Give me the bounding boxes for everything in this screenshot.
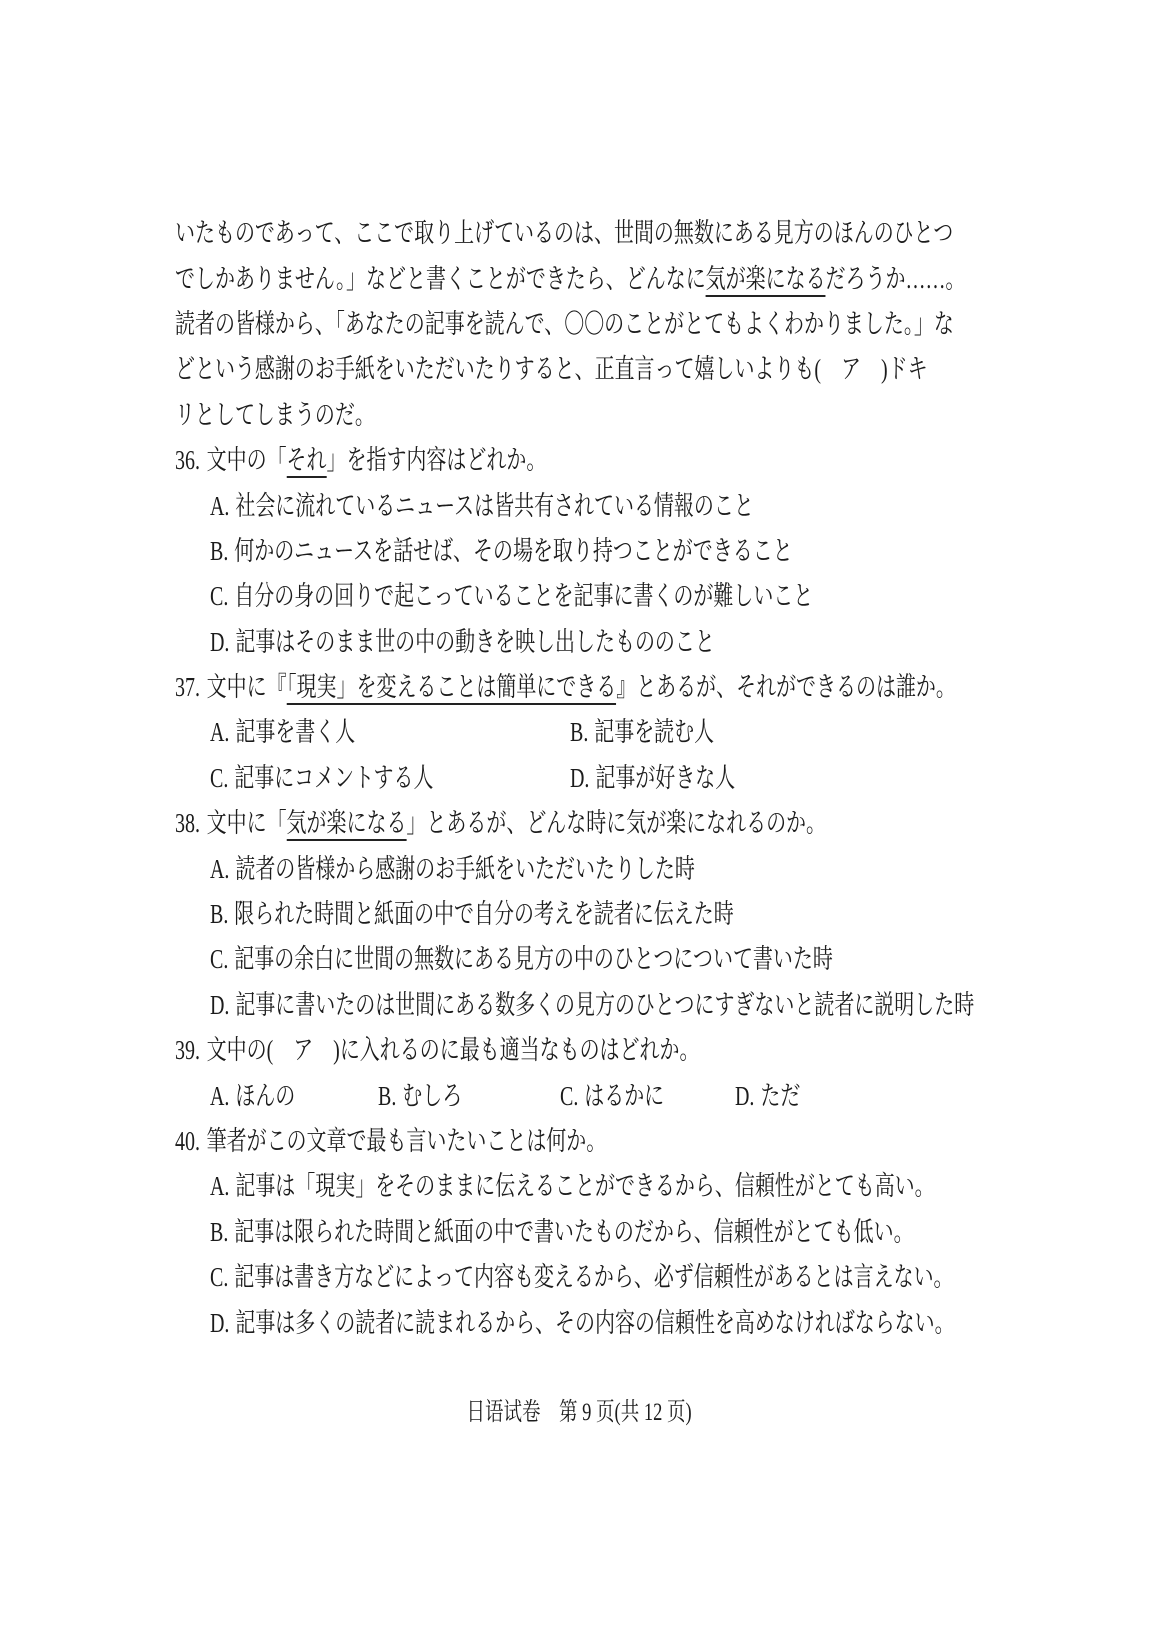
question-36-option-b bbox=[175, 526, 1005, 571]
option-label: B. bbox=[378, 1080, 397, 1111]
option-text: 記事はそのまま世の中の動きを映し出したもののこと bbox=[235, 626, 715, 657]
option-text: 社会に流れているニュースは皆共有されている情報のこと bbox=[235, 490, 754, 521]
option-text: はるかに bbox=[584, 1080, 665, 1111]
option-label: B. bbox=[570, 717, 589, 748]
question-number: 37. bbox=[175, 672, 200, 703]
question-stem-text: 」とあるが、どんな時に気が楽になれるのか。 bbox=[406, 808, 827, 839]
question-37-option-a bbox=[210, 710, 570, 749]
passage-text: どという感謝のお手紙をいただいたりすると、正直言って嬉しいよりも( ア )ドキ bbox=[175, 354, 928, 385]
option-label: B. bbox=[210, 535, 229, 566]
passage-text: でしかありません。」などと書くことができたら、どんなに bbox=[175, 263, 706, 294]
option-text: 記事は多くの読者に読まれるから、その内容の信頼性を高めなければならない。 bbox=[235, 1307, 955, 1338]
question-number: 38. bbox=[175, 808, 200, 839]
question-38-option-a bbox=[175, 843, 1005, 888]
question-39-option-c bbox=[560, 1074, 735, 1113]
option-label: A. bbox=[210, 1171, 230, 1202]
option-label: D. bbox=[570, 762, 590, 793]
question-39-option-d bbox=[735, 1074, 823, 1113]
question-stem-text: 文中の「 bbox=[206, 445, 287, 476]
option-text: 記事が好きな人 bbox=[595, 762, 736, 793]
question-40-option-d bbox=[175, 1297, 1005, 1342]
option-label: A. bbox=[210, 853, 230, 884]
option-text: 記事は書き方などによって内容も変えるから、必ず信頼性があるとは言えない。 bbox=[234, 1262, 954, 1293]
question-40-stem bbox=[175, 1116, 1005, 1161]
question-40-option-a bbox=[175, 1161, 1005, 1206]
option-text: 記事にコメントする人 bbox=[234, 762, 434, 793]
option-label: C. bbox=[210, 1262, 229, 1293]
underlined-phrase: それ bbox=[287, 445, 327, 478]
option-label: D. bbox=[210, 989, 230, 1020]
option-text: 記事に書いたのは世間にある数多くの見方のひとつにすぎないと読者に説明した時 bbox=[235, 989, 975, 1020]
question-39-options-row bbox=[175, 1070, 1005, 1115]
option-text: 記事を読む人 bbox=[594, 717, 715, 748]
question-39-option-a bbox=[210, 1074, 378, 1113]
page-footer bbox=[0, 1392, 1158, 1428]
option-label: D. bbox=[210, 626, 230, 657]
question-40-option-c bbox=[175, 1252, 1005, 1297]
question-38-stem bbox=[175, 798, 1005, 843]
question-number: 36. bbox=[175, 445, 200, 476]
option-label: D. bbox=[210, 1307, 230, 1338]
passage-line-1 bbox=[175, 208, 1005, 253]
question-37-option-c bbox=[210, 756, 570, 795]
option-label: A. bbox=[210, 1080, 230, 1111]
passage-text: だろうか……。 bbox=[825, 263, 966, 294]
option-text: 限られた時間と紙面の中で自分の考えを読者に伝えた時 bbox=[234, 899, 734, 930]
question-38-option-d bbox=[175, 980, 1005, 1025]
question-38-option-b bbox=[175, 889, 1005, 934]
option-text: 記事の余白に世間の無数にある見方の中のひとつについて書いた時 bbox=[234, 944, 833, 975]
question-stem-text: 筆者がこの文章で最も言いたいことは何か。 bbox=[206, 1126, 607, 1156]
option-text: むしろ bbox=[402, 1080, 463, 1111]
page-content bbox=[175, 208, 1005, 1343]
passage-text: リとしてしまうのだ。 bbox=[175, 399, 375, 430]
question-36-stem bbox=[175, 435, 1005, 480]
option-label: D. bbox=[735, 1080, 755, 1111]
option-text: 読者の皆様から感謝のお手紙をいただいたりした時 bbox=[235, 853, 695, 884]
passage-line-2 bbox=[175, 253, 1005, 298]
passage-line-3 bbox=[175, 299, 1005, 344]
option-text: 自分の身の回りで起こっていることを記事に書くのが難しいこと bbox=[234, 581, 814, 612]
option-text: ほんの bbox=[235, 1080, 296, 1111]
question-37-option-d bbox=[570, 756, 793, 795]
question-number: 40. bbox=[175, 1126, 200, 1156]
question-37-option-b bbox=[570, 710, 765, 749]
option-label: A. bbox=[210, 490, 230, 521]
option-text: 記事は限られた時間と紙面の中で書いたものだから、信頼性がとても低い。 bbox=[234, 1216, 914, 1247]
option-text: 記事は「現実」をそのままに伝えることができるから、信頼性がとても高い。 bbox=[235, 1171, 935, 1202]
question-stem-text: 文中の( ア )に入れるのに最も適当なものはどれか。 bbox=[206, 1035, 700, 1066]
underlined-phrase: 「現実」を変えることは簡単にできる bbox=[287, 672, 617, 705]
question-stem-text: 」を指す内容はどれか。 bbox=[326, 445, 547, 476]
passage-line-5 bbox=[175, 390, 1005, 435]
question-stem-text: 文中に『 bbox=[206, 672, 287, 703]
question-39-stem bbox=[175, 1025, 1005, 1070]
option-label: C. bbox=[210, 944, 229, 975]
question-stem-text: 』とあるが、それができるのは誰か。 bbox=[616, 672, 956, 703]
question-stem-text: 文中に「 bbox=[206, 808, 287, 839]
option-label: B. bbox=[210, 1216, 229, 1247]
question-37-options-row-1 bbox=[175, 707, 1005, 752]
question-40-option-b bbox=[175, 1207, 1005, 1252]
question-36-option-c bbox=[175, 571, 1005, 616]
question-38-option-c bbox=[175, 934, 1005, 979]
page-footer-text: 日语试卷 第 9 页(共 12 页) bbox=[466, 1399, 692, 1426]
option-label: C. bbox=[210, 762, 229, 793]
option-text: 記事を書く人 bbox=[235, 717, 356, 748]
underlined-phrase: 気が楽になる bbox=[287, 808, 407, 841]
option-text: ただ bbox=[760, 1080, 801, 1111]
question-39-option-b bbox=[378, 1074, 560, 1113]
passage-text: いたものであって、ここで取り上げているのは、世間の無数にある見方のほんのひとつ bbox=[175, 218, 954, 249]
option-label: C. bbox=[560, 1080, 579, 1111]
passage-line-4 bbox=[175, 344, 1005, 389]
option-label: C. bbox=[210, 581, 229, 612]
question-36-option-d bbox=[175, 617, 1005, 662]
question-36-option-a bbox=[175, 480, 1005, 525]
question-37-stem bbox=[175, 662, 1005, 707]
option-label: A. bbox=[210, 717, 230, 748]
passage-text: 読者の皆様から、「あなたの記事を読んで、〇〇のことがとてもよくわかりました。」な bbox=[175, 308, 954, 339]
option-text: 何かのニュースを話せば、その場を取り持つことができること bbox=[234, 535, 793, 566]
question-37-options-row-2 bbox=[175, 753, 1005, 798]
underlined-phrase: 気が楽になる bbox=[706, 264, 826, 297]
question-number: 39. bbox=[175, 1035, 200, 1066]
option-label: B. bbox=[210, 899, 229, 930]
